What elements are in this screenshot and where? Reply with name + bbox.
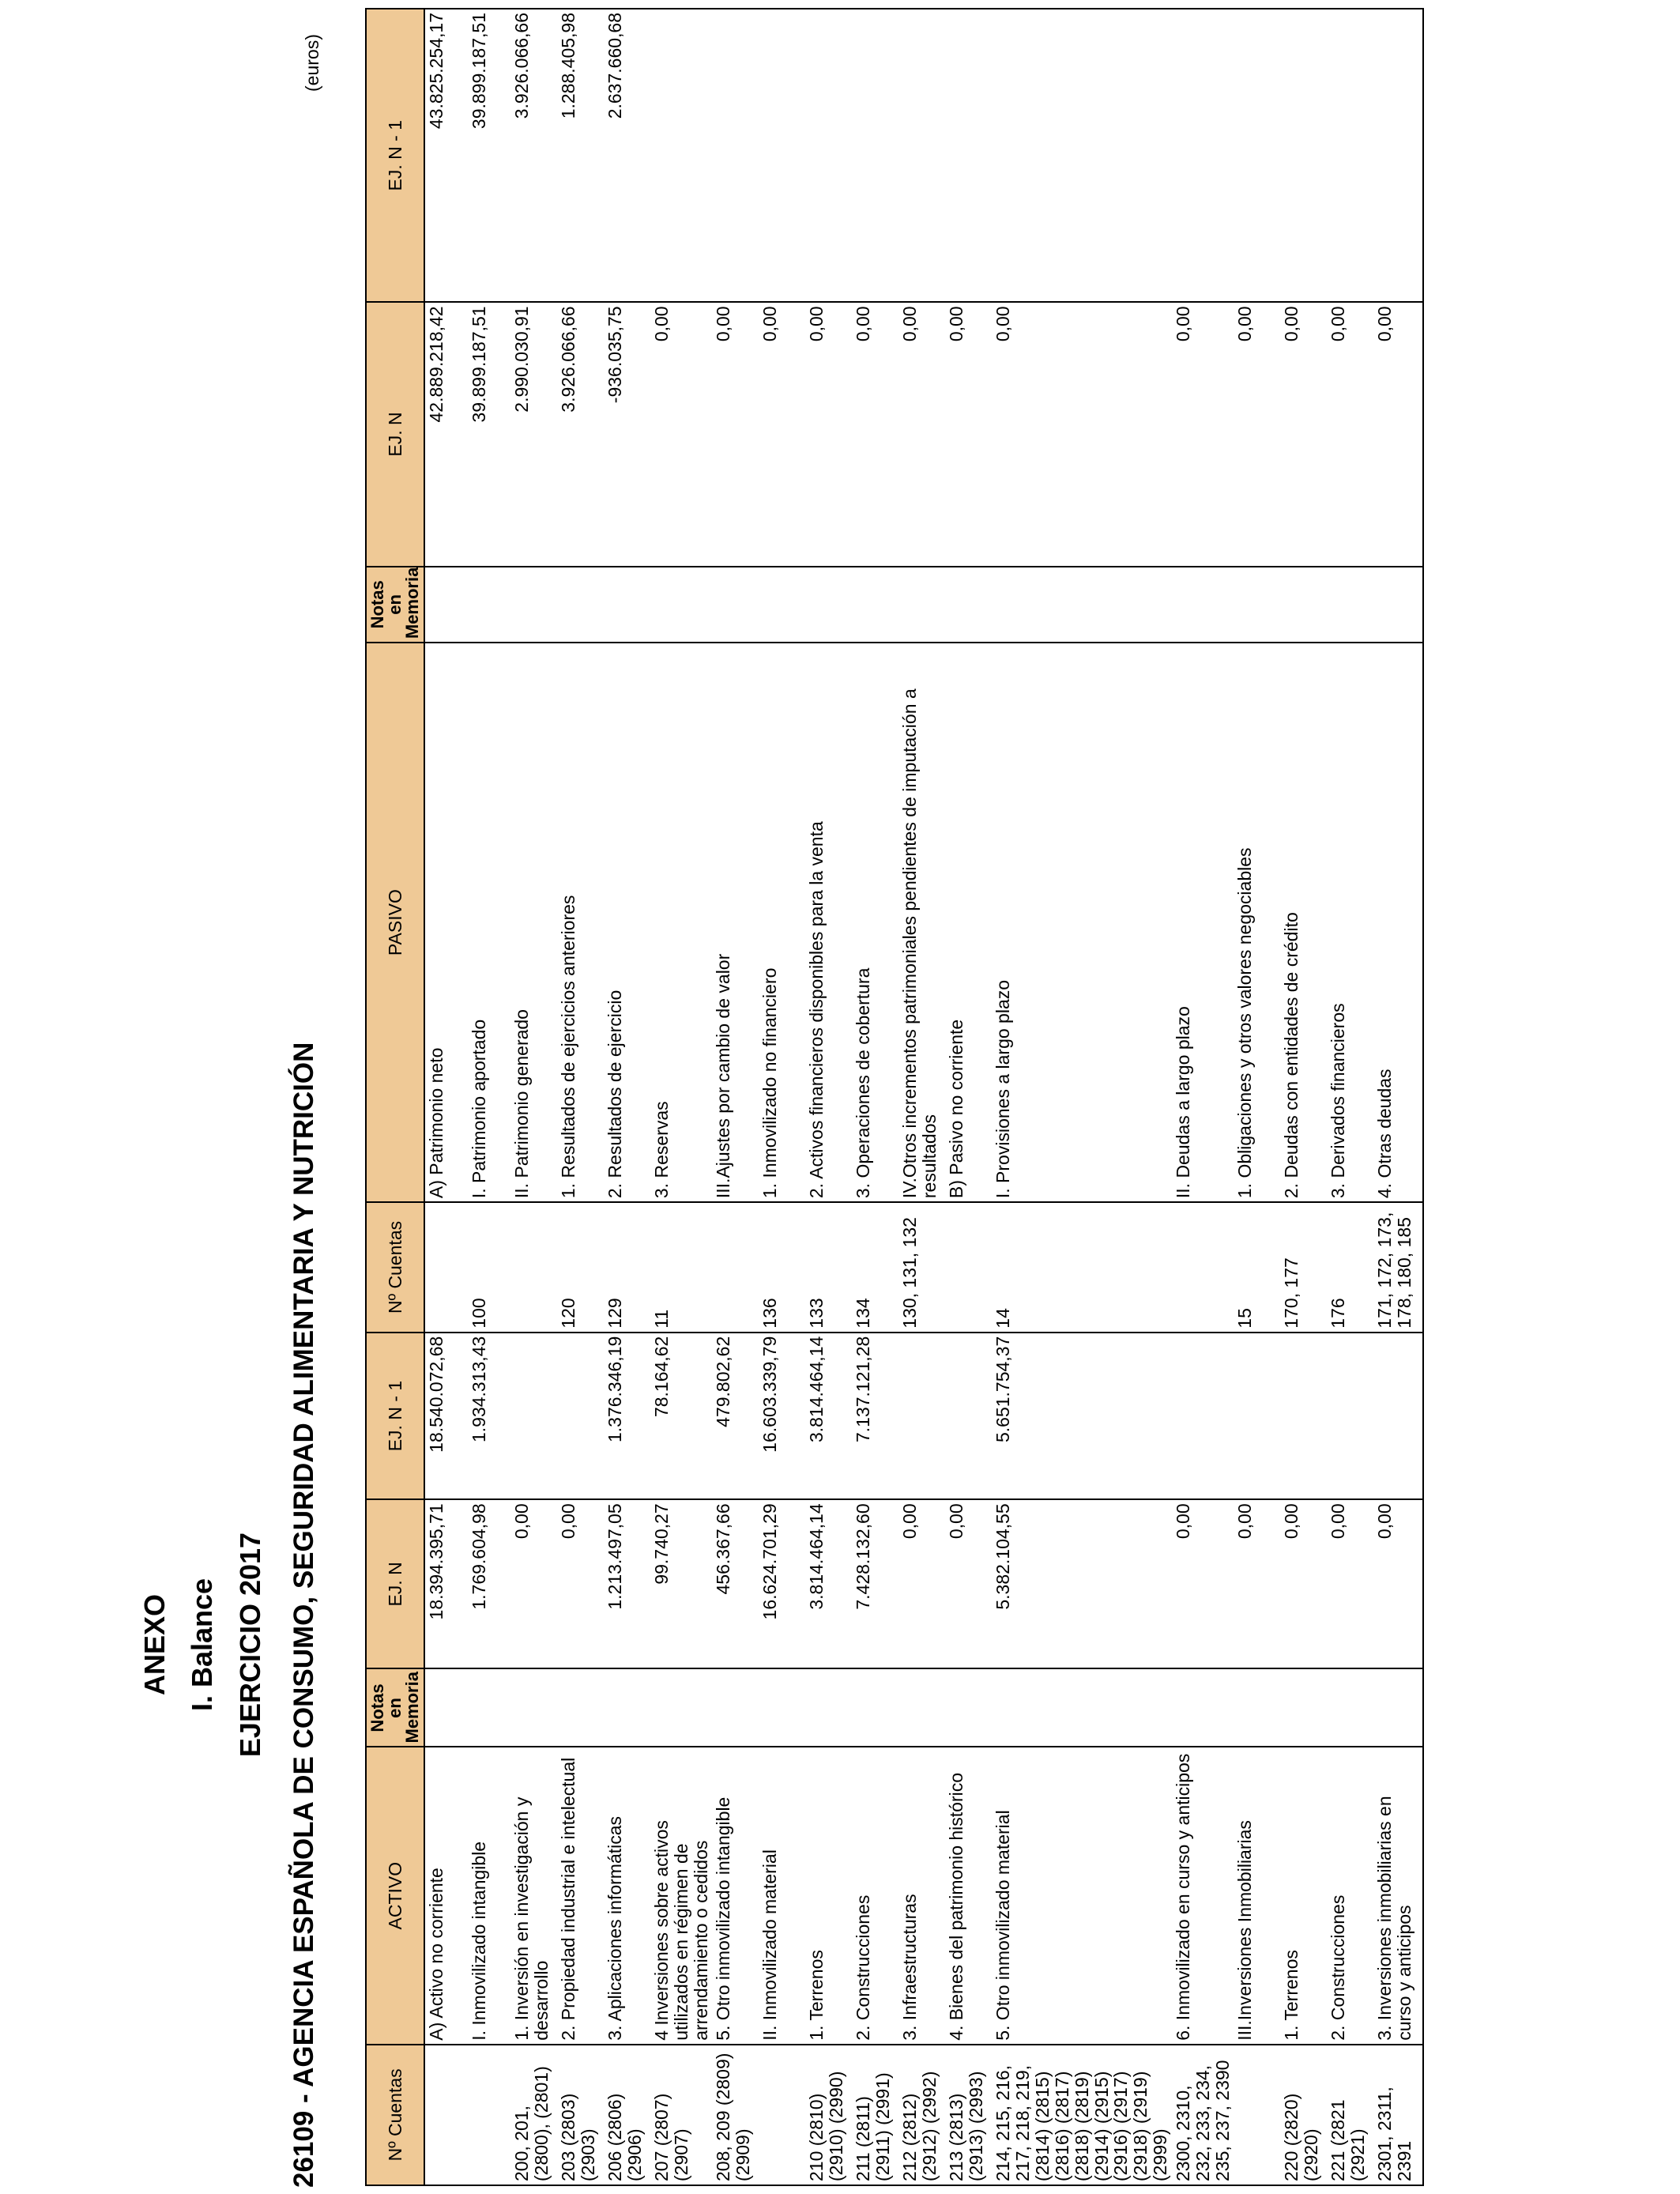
col-cuentas-activo: Nº Cuentas: [366, 2045, 424, 2185]
table-row: [1327, 9, 1373, 2185]
activo-account-cell: 211 (2811) (2911) (2991): [852, 2045, 898, 2185]
pasivo-ejn-cell: -936.035,75: [604, 302, 650, 566]
pasivo-account-cell: 120: [557, 1202, 604, 1333]
pasivo-ejn-cell: 0,00: [1327, 302, 1373, 566]
table-row: [510, 9, 557, 2185]
pasivo-label-cell: II. Patrimonio generado: [510, 643, 557, 1202]
activo-ejn1-cell: 3.814.464,14: [805, 1333, 852, 1500]
pasivo-notes-cell: [650, 567, 712, 643]
pasivo-account-cell: 129: [604, 1202, 650, 1333]
activo-notes-cell: [805, 1668, 852, 1747]
agency-title: 26109 - AGENCIA ESPAÑOLA DE CONSUMO, SEGURIDAD ALIMENTARIA Y NUTRICIÓN: [288, 1042, 319, 2188]
activo-label-cell: 6. Inmovilizado en curso y anticipos: [1172, 1747, 1234, 2045]
table-row: [1234, 9, 1280, 2185]
table-row: [468, 9, 510, 2185]
pasivo-notes-cell: [1373, 567, 1423, 643]
activo-ejn1-cell: 5.651.754,37: [992, 1333, 1171, 1500]
pasivo-ejn1-cell: [992, 9, 1171, 302]
activo-ejn1-cell: 16.603.339,79: [759, 1333, 805, 1500]
pasivo-account-cell: 14: [992, 1202, 1171, 1333]
activo-ejn1-cell: [1172, 1333, 1234, 1500]
pasivo-label-cell: 3. Derivados financieros: [1327, 643, 1373, 1202]
pasivo-notes-cell: [1172, 567, 1234, 643]
pasivo-ejn-cell: 0,00: [992, 302, 1171, 566]
activo-account-cell: 210 (2810) (2910) (2990): [805, 2045, 852, 2185]
pasivo-ejn1-cell: [1280, 9, 1327, 302]
table-row: [898, 9, 945, 2185]
activo-ejn1-cell: [945, 1333, 992, 1500]
activo-ejn-cell: 0,00: [898, 1499, 945, 1668]
activo-account-cell: 220 (2820) (2920): [1280, 2045, 1327, 2185]
activo-label-cell: 2. Propiedad industrial e intelectual: [557, 1747, 604, 2045]
activo-notes-cell: [510, 1668, 557, 1747]
activo-notes-cell: [1280, 1668, 1327, 1747]
activo-ejn1-cell: [1234, 1333, 1280, 1500]
activo-account-cell: 207 (2807) (2907): [650, 2045, 712, 2185]
pasivo-notes-cell: [1234, 567, 1280, 643]
pasivo-account-cell: 133: [805, 1202, 852, 1333]
activo-account-cell: 213 (2813) (2913) (2993): [945, 2045, 992, 2185]
pasivo-account-cell: [1172, 1202, 1234, 1333]
activo-ejn1-cell: 1.376.346,19: [604, 1333, 650, 1500]
activo-notes-cell: [557, 1668, 604, 1747]
pasivo-notes-cell: [424, 567, 468, 643]
pasivo-ejn1-cell: [898, 9, 945, 302]
table-row: [712, 9, 759, 2185]
pasivo-ejn-cell: 0,00: [712, 302, 759, 566]
pasivo-account-cell: [945, 1202, 992, 1333]
table-row: [945, 9, 992, 2185]
pasivo-ejn-cell: 42.889.218,42: [424, 302, 468, 566]
activo-ejn-cell: 1.213.497,05: [604, 1499, 650, 1668]
activo-label-cell: 2. Construcciones: [1327, 1747, 1373, 2045]
activo-ejn1-cell: [557, 1333, 604, 1500]
activo-notes-cell: [759, 1668, 805, 1747]
activo-account-cell: 206 (2806) (2906): [604, 2045, 650, 2185]
activo-ejn1-cell: 18.540.072,68: [424, 1333, 468, 1500]
activo-ejn-cell: 0,00: [1280, 1499, 1327, 1668]
pasivo-ejn-cell: 0,00: [898, 302, 945, 566]
col-ejn-pasivo: EJ. N: [366, 302, 424, 566]
activo-notes-cell: [1373, 1668, 1423, 1747]
activo-label-cell: A) Activo no corriente: [424, 1747, 468, 2045]
activo-ejn1-cell: [1327, 1333, 1373, 1500]
table-row: [1373, 9, 1423, 2185]
pasivo-ejn1-cell: [1234, 9, 1280, 302]
pasivo-ejn-cell: 0,00: [1280, 302, 1327, 566]
activo-notes-cell: [712, 1668, 759, 1747]
pasivo-ejn1-cell: [1172, 9, 1234, 302]
pasivo-notes-cell: [805, 567, 852, 643]
col-ejn-activo: EJ. N: [366, 1499, 424, 1668]
pasivo-label-cell: 2. Activos financieros disponibles para la venta: [805, 643, 852, 1202]
pasivo-label-cell: IV.Otros incrementos patrimoniales pendientes de imputación a resultados: [898, 643, 945, 1202]
col-notas-pasivo: Notas en Memoria: [366, 567, 424, 643]
activo-ejn1-cell: [1373, 1333, 1423, 1500]
activo-ejn1-cell: [898, 1333, 945, 1500]
pasivo-label-cell: 3. Operaciones de cobertura: [852, 643, 898, 1202]
pasivo-notes-cell: [510, 567, 557, 643]
pasivo-notes-cell: [1327, 567, 1373, 643]
activo-label-cell: I. Inmovilizado intangible: [468, 1747, 510, 2045]
balance-table: [365, 8, 1424, 2186]
pasivo-ejn1-cell: 2.637.660,68: [604, 9, 650, 302]
activo-account-cell: 214, 215, 216, 217, 218, 219, (2814) (2815) (2816) (2817) (2818) (2819) (2914) (2915) (2916) (2917) (2918) (2919) (2999): [992, 2045, 1171, 2185]
pasivo-ejn1-cell: [712, 9, 759, 302]
activo-ejn1-cell: [510, 1333, 557, 1500]
activo-label-cell: 5. Otro inmovilizado material: [992, 1747, 1171, 2045]
col-notas-activo: Notas en Memoria: [366, 1668, 424, 1747]
table-row: [852, 9, 898, 2185]
table-row: [805, 9, 852, 2185]
activo-label-cell: 3. Aplicaciones informáticas: [604, 1747, 650, 2045]
table-row: [604, 9, 650, 2185]
pasivo-notes-cell: [712, 567, 759, 643]
annex-title: ANEXO: [138, 1593, 171, 1696]
activo-ejn1-cell: [1280, 1333, 1327, 1500]
activo-notes-cell: [1172, 1668, 1234, 1747]
pasivo-label-cell: B) Pasivo no corriente: [945, 643, 992, 1202]
activo-account-cell: [468, 2045, 510, 2185]
activo-account-cell: 221 (2821 (2921): [1327, 2045, 1373, 2185]
pasivo-label-cell: I. Patrimonio aportado: [468, 643, 510, 1202]
activo-ejn-cell: 456.367,66: [712, 1499, 759, 1668]
activo-notes-cell: [992, 1668, 1171, 1747]
pasivo-label-cell: 1. Inmovilizado no financiero: [759, 643, 805, 1202]
pasivo-ejn-cell: 39.899.187,51: [468, 302, 510, 566]
activo-notes-cell: [945, 1668, 992, 1747]
pasivo-notes-cell: [604, 567, 650, 643]
activo-label-cell: 1. Terrenos: [805, 1747, 852, 2045]
table-row: [1172, 9, 1234, 2185]
currency-unit: (euros): [302, 34, 322, 92]
table-row: [759, 9, 805, 2185]
activo-ejn-cell: 0,00: [945, 1499, 992, 1668]
pasivo-ejn1-cell: [1373, 9, 1423, 302]
activo-label-cell: 4. Bienes del patrimonio histórico: [945, 1747, 992, 2045]
pasivo-ejn-cell: 0,00: [759, 302, 805, 566]
activo-account-cell: 200, 201, (2800), (2801): [510, 2045, 557, 2185]
activo-ejn-cell: 0,00: [510, 1499, 557, 1668]
pasivo-ejn1-cell: 39.899.187,51: [468, 9, 510, 302]
table-header-row: [366, 9, 424, 2185]
pasivo-account-cell: 15: [1234, 1202, 1280, 1333]
pasivo-ejn-cell: 0,00: [805, 302, 852, 566]
table-row: [992, 9, 1171, 2185]
activo-notes-cell: [650, 1668, 712, 1747]
pasivo-label-cell: 1. Obligaciones y otros valores negociables: [1234, 643, 1280, 1202]
pasivo-ejn1-cell: 3.926.066,66: [510, 9, 557, 302]
pasivo-account-cell: [424, 1202, 468, 1333]
activo-ejn-cell: 18.394.395,71: [424, 1499, 468, 1668]
pasivo-ejn-cell: 2.990.030,91: [510, 302, 557, 566]
activo-account-cell: 2301, 2311, 2391: [1373, 2045, 1423, 2185]
section-title: I. Balance: [186, 1578, 218, 1712]
pasivo-notes-cell: [557, 567, 604, 643]
table-row: [650, 9, 712, 2185]
activo-notes-cell: [1234, 1668, 1280, 1747]
activo-notes-cell: [424, 1668, 468, 1747]
pasivo-ejn-cell: 0,00: [945, 302, 992, 566]
pasivo-ejn1-cell: 43.825.254,17: [424, 9, 468, 302]
pasivo-label-cell: 3. Reservas: [650, 643, 712, 1202]
table-row: [424, 9, 468, 2185]
activo-notes-cell: [1327, 1668, 1373, 1747]
pasivo-notes-cell: [759, 567, 805, 643]
pasivo-label-cell: II. Deudas a largo plazo: [1172, 643, 1234, 1202]
pasivo-label-cell: III.Ajustes por cambio de valor: [712, 643, 759, 1202]
activo-ejn-cell: 16.624.701,29: [759, 1499, 805, 1668]
activo-label-cell: III.Inversiones Inmobiliarias: [1234, 1747, 1280, 2045]
pasivo-ejn1-cell: 1.288.405,98: [557, 9, 604, 302]
activo-account-cell: [759, 2045, 805, 2185]
activo-account-cell: [1234, 2045, 1280, 2185]
activo-notes-cell: [604, 1668, 650, 1747]
activo-notes-cell: [468, 1668, 510, 1747]
pasivo-label-cell: 2. Resultados de ejercicio: [604, 643, 650, 1202]
activo-ejn1-cell: 479.802,62: [712, 1333, 759, 1500]
activo-label-cell: 2. Construcciones: [852, 1747, 898, 2045]
pasivo-account-cell: 136: [759, 1202, 805, 1333]
pasivo-ejn-cell: 0,00: [1373, 302, 1423, 566]
pasivo-ejn-cell: 0,00: [1172, 302, 1234, 566]
activo-ejn-cell: 0,00: [557, 1499, 604, 1668]
activo-ejn-cell: 0,00: [1172, 1499, 1234, 1668]
pasivo-account-cell: 11: [650, 1202, 712, 1333]
pasivo-ejn1-cell: [852, 9, 898, 302]
activo-ejn-cell: 5.382.104,55: [992, 1499, 1171, 1668]
pasivo-account-cell: 130, 131, 132: [898, 1202, 945, 1333]
activo-label-cell: II. Inmovilizado material: [759, 1747, 805, 2045]
pasivo-ejn1-cell: [759, 9, 805, 302]
activo-ejn1-cell: 7.137.121,28: [852, 1333, 898, 1500]
pasivo-account-cell: 176: [1327, 1202, 1373, 1333]
activo-account-cell: 208, 209 (2809) (2909): [712, 2045, 759, 2185]
activo-ejn-cell: 99.740,27: [650, 1499, 712, 1668]
pasivo-ejn-cell: 3.926.066,66: [557, 302, 604, 566]
activo-ejn1-cell: 78.164,62: [650, 1333, 712, 1500]
table-row: [557, 9, 604, 2185]
pasivo-notes-cell: [852, 567, 898, 643]
activo-label-cell: 1. Terrenos: [1280, 1747, 1327, 2045]
pasivo-account-cell: 134: [852, 1202, 898, 1333]
pasivo-label-cell: 1. Resultados de ejercicios anteriores: [557, 643, 604, 1202]
pasivo-ejn1-cell: [945, 9, 992, 302]
pasivo-account-cell: 171, 172, 173, 178, 180, 185: [1373, 1202, 1423, 1333]
activo-notes-cell: [898, 1668, 945, 1747]
pasivo-notes-cell: [898, 567, 945, 643]
pasivo-notes-cell: [1280, 567, 1327, 643]
activo-ejn-cell: 0,00: [1327, 1499, 1373, 1668]
col-pasivo: PASIVO: [366, 643, 424, 1202]
pasivo-ejn1-cell: [1327, 9, 1373, 302]
activo-ejn-cell: 3.814.464,14: [805, 1499, 852, 1668]
activo-notes-cell: [852, 1668, 898, 1747]
pasivo-account-cell: [712, 1202, 759, 1333]
activo-label-cell: 3. Infraestructuras: [898, 1747, 945, 2045]
table-row: [1280, 9, 1327, 2185]
pasivo-account-cell: 100: [468, 1202, 510, 1333]
exercise-title: EJERCICIO 2017: [234, 1532, 266, 1758]
col-ejn1-pasivo: EJ. N - 1: [366, 9, 424, 302]
table-body: [424, 9, 1423, 2185]
activo-account-cell: 212 (2812) (2912) (2992): [898, 2045, 945, 2185]
col-cuentas-pasivo: Nº Cuentas: [366, 1202, 424, 1333]
activo-ejn-cell: 0,00: [1234, 1499, 1280, 1668]
pasivo-account-cell: 170, 177: [1280, 1202, 1327, 1333]
activo-ejn-cell: 0,00: [1373, 1499, 1423, 1668]
pasivo-ejn-cell: 0,00: [852, 302, 898, 566]
activo-ejn-cell: 1.769.604,98: [468, 1499, 510, 1668]
pasivo-ejn-cell: 0,00: [650, 302, 712, 566]
pasivo-notes-cell: [992, 567, 1171, 643]
activo-account-cell: 2300, 2310, 232, 233, 234, 235, 237, 2390: [1172, 2045, 1234, 2185]
pasivo-notes-cell: [468, 567, 510, 643]
activo-ejn1-cell: 1.934.313,43: [468, 1333, 510, 1500]
pasivo-ejn1-cell: [805, 9, 852, 302]
pasivo-account-cell: [510, 1202, 557, 1333]
pasivo-notes-cell: [945, 567, 992, 643]
activo-ejn-cell: 7.428.132,60: [852, 1499, 898, 1668]
pasivo-label-cell: 4. Otras deudas: [1373, 643, 1423, 1202]
pasivo-label-cell: I. Provisiones a largo plazo: [992, 643, 1171, 1202]
activo-label-cell: 1. Inversión en investigación y desarrollo: [510, 1747, 557, 2045]
col-ejn1-activo: EJ. N - 1: [366, 1333, 424, 1500]
pasivo-label-cell: A) Patrimonio neto: [424, 643, 468, 1202]
activo-label-cell: 3. Inversiones inmobiliarias en curso y anticipos: [1373, 1747, 1423, 2045]
pasivo-label-cell: 2. Deudas con entidades de crédito: [1280, 643, 1327, 1202]
activo-account-cell: [424, 2045, 468, 2185]
pasivo-ejn1-cell: [650, 9, 712, 302]
col-activo: ACTIVO: [366, 1747, 424, 2045]
activo-label-cell: 5. Otro inmovilizado intangible: [712, 1747, 759, 2045]
pasivo-ejn-cell: 0,00: [1234, 302, 1280, 566]
activo-label-cell: 4 Inversiones sobre activos utilizados en régimen de arrendamiento o cedidos: [650, 1747, 712, 2045]
activo-account-cell: 203 (2803) (2903): [557, 2045, 604, 2185]
